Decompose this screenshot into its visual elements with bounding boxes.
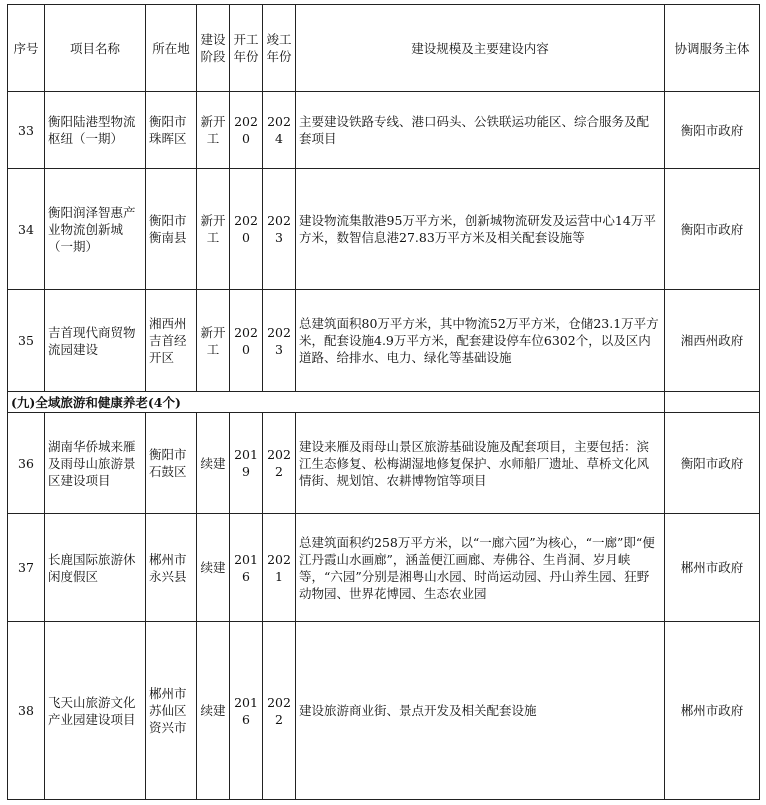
section-empty-cell [665,392,760,413]
cell-location: 衡阳市珠晖区 [146,92,197,169]
col-header-start: 开工年份 [230,5,263,92]
cell-subject: 郴州市政府 [665,514,760,622]
cell-start: 2020 [230,92,263,169]
cell-name: 湖南华侨城来雁及雨母山旅游景区建设项目 [45,413,146,514]
cell-stage: 续建 [197,514,230,622]
cell-subject: 郴州市政府 [665,622,760,800]
cell-end: 2021 [263,514,296,622]
header-row [8,5,760,92]
cell-name: 衡阳润泽智惠产业物流创新城（一期） [45,169,146,290]
cell-end: 2022 [263,413,296,514]
cell-content: 建设物流集散港95万平方米，创新城物流研发及运营中心14万平方米，数智信息港27.83万平方米及相关配套设施等 [296,169,665,290]
section-heading: (九)全域旅游和健康养老(4个) [8,392,665,413]
cell-start: 2020 [230,290,263,392]
cell-stage: 新开工 [197,169,230,290]
cell-content: 建设来雁及雨母山景区旅游基础设施及配套项目，主要包括：滨江生态修复、松梅湖湿地修复保护、水师船厂遗址、草桥文化风情街、规划馆、农耕博物馆等项目 [296,413,665,514]
cell-stage: 续建 [197,622,230,800]
cell-end: 2023 [263,169,296,290]
table-row [8,92,760,169]
project-table [7,4,760,800]
cell-content: 总建筑面积80万平方米，其中物流52万平方米，仓储23.1万平方米，配套设施4.9万平方米，配套建设停车位6302个，以及区内道路、给排水、电力、绿化等基础设施 [296,290,665,392]
cell-no: 35 [8,290,45,392]
table-row [8,290,760,392]
cell-no: 37 [8,514,45,622]
cell-location: 郴州市苏仙区资兴市 [146,622,197,800]
cell-subject: 湘西州政府 [665,290,760,392]
cell-location: 衡阳市石鼓区 [146,413,197,514]
col-header-end: 竣工年份 [263,5,296,92]
cell-no: 38 [8,622,45,800]
col-header-no: 序号 [8,5,45,92]
cell-start: 2016 [230,514,263,622]
col-header-name: 项目名称 [45,5,146,92]
cell-end: 2024 [263,92,296,169]
cell-no: 36 [8,413,45,514]
cell-subject: 衡阳市政府 [665,92,760,169]
cell-name: 长鹿国际旅游休闲度假区 [45,514,146,622]
cell-no: 34 [8,169,45,290]
col-header-stage: 建设阶段 [197,5,230,92]
cell-start: 2020 [230,169,263,290]
cell-content: 总建筑面积约258万平方米，以“一廊六园”为核心，“一廊”即“便江丹霞山水画廊”，涵盖便江画廊、寿佛谷、生肖洞、岁月峡等，“六园”分别是湘粤山水园、时尚运动园、丹山养生园、狂野动物园、世界花博园、生态农业园 [296,514,665,622]
col-header-subject: 协调服务主体 [665,5,760,92]
section-row [8,392,760,413]
cell-stage: 续建 [197,413,230,514]
cell-subject: 衡阳市政府 [665,413,760,514]
table-row [8,169,760,290]
cell-subject: 衡阳市政府 [665,169,760,290]
cell-name: 吉首现代商贸物流园建设 [45,290,146,392]
col-header-content: 建设规模及主要建设内容 [296,5,665,92]
cell-name: 飞天山旅游文化产业园建设项目 [45,622,146,800]
cell-location: 郴州市永兴县 [146,514,197,622]
cell-start: 2019 [230,413,263,514]
cell-stage: 新开工 [197,92,230,169]
cell-content: 主要建设铁路专线、港口码头、公铁联运功能区、综合服务及配套项目 [296,92,665,169]
cell-end: 2022 [263,622,296,800]
cell-location: 衡阳市衡南县 [146,169,197,290]
table-row [8,413,760,514]
cell-start: 2016 [230,622,263,800]
cell-end: 2023 [263,290,296,392]
table-row [8,514,760,622]
cell-location: 湘西州吉首经开区 [146,290,197,392]
cell-stage: 新开工 [197,290,230,392]
cell-no: 33 [8,92,45,169]
cell-content: 建设旅游商业街、景点开发及相关配套设施 [296,622,665,800]
col-header-location: 所在地 [146,5,197,92]
cell-name: 衡阳陆港型物流枢纽（一期） [45,92,146,169]
table-row [8,622,760,800]
